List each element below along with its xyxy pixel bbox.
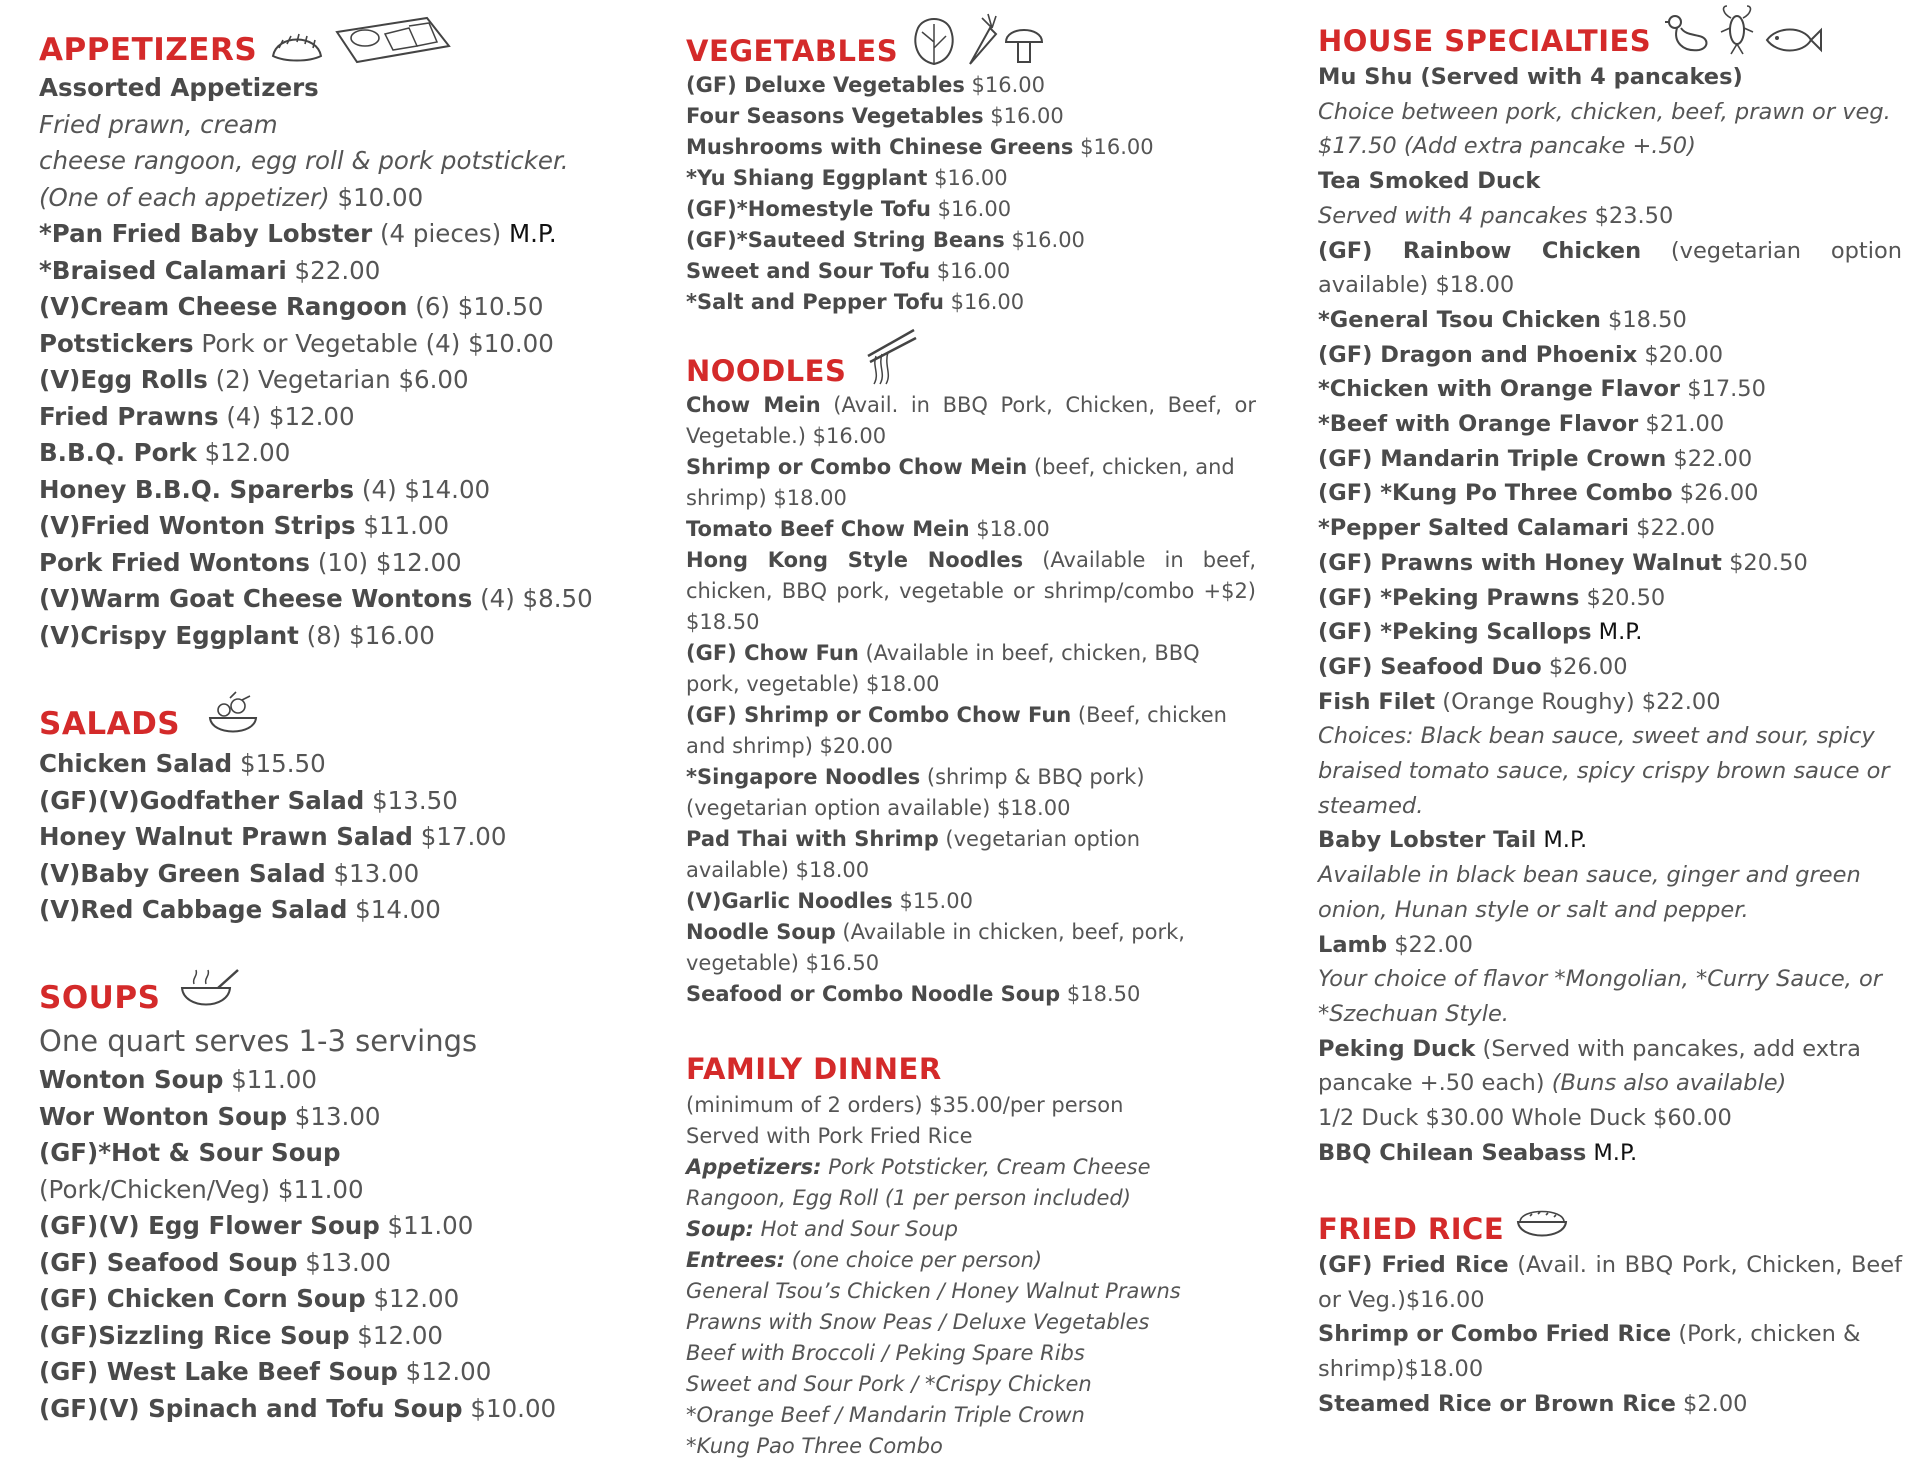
menu-item: (V)Warm Goat Cheese Wontons (4) $8.50 [39,584,593,613]
noodles-title: NOODLES [686,354,847,388]
noodles-chopsticks-icon [858,326,918,386]
soups-note: One quart serves 1-3 servings [39,1024,478,1058]
family-dinner-entrees: Entrees: (one choice per person) [686,1248,1043,1272]
menu-item: Seafood or Combo Noodle Soup $18.50 [686,982,1141,1006]
menu-item: Chow Mein (Avail. in BBQ Pork, Chicken, Beef, or Vegetable.) $16.00 [686,393,1256,448]
noodles-section [686,340,1256,1010]
fried-rice-title: FRIED RICE [1318,1212,1505,1246]
menu-item: (GF) Seafood Soup $13.00 [39,1247,391,1277]
family-dinner-entree-option: Beef with Broccoli / Peking Spare Ribs [686,1341,1085,1365]
menu-item: (GF) *Kung Po Three Combo $26.00 [1318,480,1759,507]
menu-item-description: Available in black bean sauce, ginger and green onion, Hunan style or salt and pepper. [1318,862,1861,923]
menu-item: (V)Egg Rolls (2) Vegetarian $6.00 [39,365,469,394]
menu-item: Wor Wonton Soup $13.00 [39,1101,381,1131]
menu-item: (GF) Prawns with Honey Walnut $20.50 [1318,549,1808,576]
menu-item: (GF)*Homestyle Tofu $16.00 [686,197,1012,221]
family-dinner-entree-option: General Tsou’s Chicken / Honey Walnut Prawns [686,1279,1181,1303]
menu-item: (GF) Dragon and Phoenix $20.00 [1318,341,1724,368]
menu-item: (GF) Shrimp or Combo Chow Fun (Beef, chicken and shrimp) $20.00 [686,703,1227,758]
mushroom-icon [1004,22,1044,66]
menu-item: B.B.Q. Pork $12.00 [39,438,291,467]
menu-item: (GF) *Peking Scallops M.P. [1318,619,1643,646]
menu-item: (V)Baby Green Salad $13.00 [39,858,420,888]
menu-item: Honey B.B.Q. Sparerbs (4) $14.00 [39,474,491,504]
menu-item: *General Tsou Chicken $18.50 [1318,306,1687,333]
menu-item: (V)Red Cabbage Salad $14.00 [39,895,441,924]
menu-item: (V)Fried Wonton Strips $11.00 [39,511,450,540]
menu-item: *Beef with Orange Flavor $21.00 [1318,411,1725,438]
menu-item: BBQ Chilean Seabass M.P. [1318,1139,1638,1166]
fried-rice-section [1318,1198,1902,1422]
menu-item: Mushrooms with Chinese Greens $16.00 [686,135,1154,159]
menu-item: (GF) Seafood Duo $26.00 [1318,653,1628,680]
menu-item-prices: 1/2 Duck $30.00 Whole Duck $60.00 [1318,1105,1732,1132]
menu-item: Pad Thai with Shrimp (vegetarian option available) $18.00 [686,827,1141,882]
rice-bowl-icon [1516,1204,1568,1244]
family-dinner-minimum: (minimum of 2 orders) $35.00/per person [686,1093,1124,1117]
menu-item: *Pan Fried Baby Lobster (4 pieces) M.P. [39,219,557,248]
menu-item: Baby Lobster Tail M.P. [1318,827,1588,854]
menu-item: Hong Kong Style Noodles (Available in beef, chicken, BBQ pork, vegetable or shrimp/combo +$2) $18.50 [686,548,1256,634]
menu-item: (GF) Deluxe Vegetables $16.00 [686,73,1045,97]
appetizers-title: APPETIZERS [39,32,258,68]
duck-icon [1663,12,1711,56]
fried-rice-header [1318,1198,1902,1244]
vegetables-section [686,20,1256,318]
menu-item: *Pepper Salted Calamari $22.00 [1318,515,1715,542]
house-specialties-header [1318,10,1902,56]
menu-item: Honey Walnut Prawn Salad $17.00 [39,822,507,851]
menu-item: (GF)(V) Spinach and Tofu Soup $10.00 [39,1393,557,1423]
salads-title: SALADS [39,706,181,742]
soup-bowl-icon [178,964,240,1014]
salads-header [39,694,639,740]
family-dinner-header [686,1044,1256,1084]
menu-item: Shrimp or Combo Fried Rice (Pork, chicken & shrimp)$18.00 [1318,1321,1861,1383]
appetizers-header [39,20,639,66]
menu-item: Four Seasons Vegetables $16.00 [686,104,1064,128]
menu-item: (GF) Mandarin Triple Crown $22.00 [1318,445,1753,472]
menu-item: Lamb $22.00 [1318,931,1473,958]
family-dinner-entree-option: *Kung Pao Three Combo [686,1434,943,1458]
menu-item: Pork Fried Wontons (10) $12.00 [39,547,462,577]
assorted-appetizers-desc: cheese rangoon, egg roll & pork potsticker. [39,146,569,175]
menu-item: (V)Cream Cheese Rangoon (6) $10.50 [39,292,544,321]
noodles-header [686,340,1256,386]
assorted-appetizers-desc: Fried prawn, cream [39,109,278,139]
assorted-appetizers-price-line: (One of each appetizer) $10.00 [39,182,424,212]
menu-item: *Chicken with Orange Flavor $17.50 [1318,376,1766,403]
family-dinner-entree-option: Sweet and Sour Pork / *Crispy Chicken [686,1372,1092,1396]
menu-item: (GF)*Sauteed String Beans $16.00 [686,228,1085,252]
salad-bowl-icon [206,690,260,740]
vegetables-title: VEGETABLES [686,34,899,68]
menu-item: (GF)(V) Egg Flower Soup $11.00 [39,1211,474,1240]
lobster-icon [1717,4,1757,56]
carrot-icon [964,10,998,66]
menu-item: (V)Garlic Noodles $15.00 [686,889,973,913]
menu-item: (GF) West Lake Beef Soup $12.00 [39,1357,492,1386]
menu-item: (GF) Fried Rice (Avail. in BBQ Pork, Chicken, Beef or Veg.)$16.00 [1318,1252,1902,1313]
dumpling-icon [269,26,325,66]
family-dinner-appetizers: Appetizers: Pork Potsticker, Cream Cheese Rangoon, Egg Roll (1 per person included) [686,1155,1151,1210]
assorted-appetizers-name: Assorted Appetizers [39,73,319,102]
menu-item: *Salt and Pepper Tofu $16.00 [686,290,1025,314]
soups-header [39,968,639,1014]
menu-item: (GF) *Peking Prawns $20.50 [1318,584,1666,611]
menu-item: Noodle Soup (Available in chicken, beef, pork, vegetable) $16.50 [686,920,1185,975]
appetizers-section [39,20,639,654]
menu-item: Sweet and Sour Tofu $16.00 [686,259,1011,283]
menu-item: (GF) Chow Fun (Available in beef, chicken, BBQ pork, vegetable) $18.00 [686,641,1200,696]
salads-section [39,694,639,929]
menu-item: Tea Smoked Duck [1318,168,1541,195]
menu-item: *Yu Shiang Eggplant $16.00 [686,166,1008,190]
family-dinner-soup: Soup: Hot and Sour Soup [686,1217,958,1241]
family-dinner-rice: Served with Pork Fried Rice [686,1124,973,1148]
menu-item: *Singapore Noodles (shrimp & BBQ pork) (vegetarian option available) $18.00 [686,765,1145,820]
house-specialties-section [1318,10,1902,1171]
menu-item: Wonton Soup $11.00 [39,1065,317,1094]
vegetables-header [686,20,1256,66]
menu-item-description: Choices: Black bean sauce, sweet and sour, spicy braised tomato sauce, spicy crispy brown sauce or steamed. [1318,723,1890,819]
family-dinner-entree-option: *Orange Beef / Mandarin Triple Crown [686,1403,1085,1427]
appetizer-platter-icon [331,14,453,66]
menu-item: (GF)*Hot & Sour Soup [39,1138,341,1167]
menu-item: (GF)(V)Godfather Salad $13.50 [39,785,458,815]
menu-item: Mu Shu (Served with 4 pancakes) [1318,64,1743,90]
menu-item: Shrimp or Combo Chow Mein (beef, chicken, and shrimp) $18.00 [686,455,1235,510]
cabbage-icon [910,12,958,66]
menu-item: (V)Crispy Eggplant (8) $16.00 [39,620,435,650]
menu-item: (GF)Sizzling Rice Soup $12.00 [39,1320,444,1350]
family-dinner-title: FAMILY DINNER [686,1052,942,1086]
menu-item: Potstickers Pork or Vegetable (4) $10.00 [39,328,554,358]
soups-section [39,968,639,1427]
house-specialties-title: HOUSE SPECIALTIES [1318,24,1652,58]
menu-item: Peking Duck (Served with pancakes, add extra pancake +.50 each) (Buns also available) [1318,1035,1861,1097]
menu-item-description: Served with 4 pancakes $23.50 [1318,202,1674,229]
menu-item: Fish Filet (Orange Roughy) $22.00 [1318,688,1721,715]
menu-item-detail: (Pork/Chicken/Veg) $11.00 [39,1174,364,1204]
menu-item: Chicken Salad $15.50 [39,749,326,778]
menu-item: Steamed Rice or Brown Rice $2.00 [1318,1390,1748,1417]
menu-item: (GF) Rainbow Chicken (vegetarian option available) $18.00 [1318,237,1902,299]
family-dinner-section [686,1044,1256,1462]
menu-item: Fried Prawns (4) $12.00 [39,401,355,431]
fish-icon [1763,24,1823,56]
family-dinner-entree-option: Prawns with Snow Peas / Deluxe Vegetables [686,1310,1150,1334]
menu-item-description: Choice between pork, chicken, beef, prawn or veg. $17.50 (Add extra pancake +.50) [1318,98,1891,160]
menu-item: *Braised Calamari $22.00 [39,255,381,285]
menu-item-description: Your choice of flavor *Mongolian, *Curry Sauce, or *Szechuan Style. [1318,966,1883,1027]
menu-item: Tomato Beef Chow Mein $18.00 [686,517,1050,541]
soups-title: SOUPS [39,980,161,1016]
menu-item: (GF) Chicken Corn Soup $12.00 [39,1284,460,1313]
